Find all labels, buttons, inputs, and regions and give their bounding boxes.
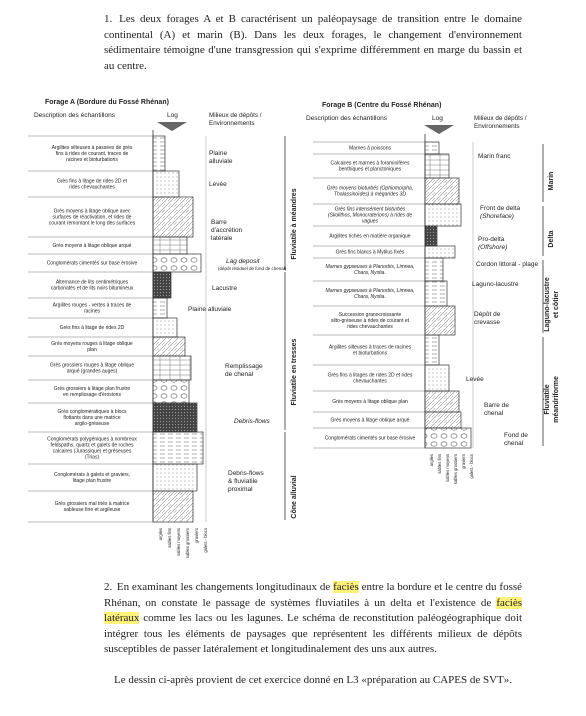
borehole-a-sample-description-line: plan: [87, 347, 97, 353]
env-levee: [209, 181, 227, 188]
paragraph-2-number: 2.: [104, 581, 113, 593]
paragraph-2: [104, 580, 522, 658]
borehole-b-sample-description-line: vagues: [361, 218, 379, 225]
borehole-a-sample-description-line: litage plan frustre: [72, 478, 112, 484]
grain-size-label: sables grossiers: [185, 528, 190, 559]
paragraph-1-text: Les deux forages A et B caractérisent un paléopaysage de transition entre le domaine continental (A) et marin (B). Dans les deux forages, le changement d'environnement sédimentaire témoigne d'une transgression qui s'exprime différemment en marge du bassin et au centre.: [104, 13, 522, 72]
grain-size-label: sables fins: [437, 454, 442, 474]
borehole-a-sample-description: [53, 243, 132, 249]
borehole-b-sample-description: [326, 288, 415, 300]
env-cordon-littoral-line: Cordon littoral - plage: [476, 261, 539, 268]
env-debris-flows: [234, 418, 271, 425]
borehole-b-sample-description-line: Marnes à poissons: [349, 145, 391, 152]
borehole-b-sample-description: [331, 417, 410, 423]
borehole-b-sample-description-line: (Skolithos, Monocraterions) à rides de: [327, 212, 413, 219]
env-remplissage-chenal-line: Remplissage: [225, 363, 263, 370]
env-lacustre-line: Lacustre: [212, 285, 237, 292]
facies-label: méandriforme: [553, 376, 560, 423]
log-layer: [153, 254, 201, 272]
env-barre-chenal: [484, 402, 509, 417]
borehole-b-col-log: Log: [432, 115, 443, 122]
env-shoreface: [480, 213, 514, 220]
env-lag-deposit-sub: (dépôt résiduel de fond de chenal): [218, 266, 287, 271]
borehole-a-sample-description-line: Argilites silteuses à passées de grès: [51, 144, 133, 151]
env-plaine-alluviale: [209, 150, 233, 165]
borehole-b-sample-description-line: benthiques et planctoniques: [338, 166, 402, 173]
borehole-b-sample-description: [328, 206, 412, 224]
borehole-b-sample-description-line: Succession granocroissante: [338, 311, 402, 318]
borehole-a-sample-description: [51, 341, 133, 353]
log-layer: [425, 204, 461, 226]
borehole-b-sample-description-line: Marnes gypseuses à Planorbis, Limnea,: [325, 287, 415, 294]
borehole-a-sample-description-line: rides chevauchantes: [69, 184, 115, 191]
env-offshore: [478, 244, 507, 251]
borehole-b-sample-description-line: Grès moyens à litage oblique plan: [332, 398, 408, 405]
borehole-b-sample-description: [336, 249, 405, 255]
log-layer: [153, 237, 187, 254]
env-barre-accretion: [211, 219, 243, 242]
borehole-b-sample-description-line: Calcaires et marnes à foraminifères: [330, 160, 410, 167]
borehole-a-sample-description: [57, 178, 128, 190]
borehole-b-sample-description-line: Grès fins intensément bioturbés: [334, 206, 406, 213]
borehole-a-sample-description-line: fins à rides de courant, traces de: [55, 150, 129, 157]
borehole-b-sample-description-line: Chara, Nystia.: [354, 270, 386, 276]
borehole-a-col-environment-line: Milieux de dépôts /: [209, 112, 262, 119]
env-debris-flows-line: Debris-flows: [234, 418, 270, 425]
facies-label: Fluviatile en tresses: [291, 338, 298, 406]
env-pro-delta-line: Pro-delta: [478, 236, 505, 243]
log-layer: [425, 258, 443, 281]
borehole-b-sample-description: [329, 344, 412, 356]
borehole-a-sample-description-line: surfaces de réactivation, et rides de: [52, 214, 132, 221]
borehole-b-sample-description-line: Grès fins blancs à Mytilus fixés: [335, 249, 405, 256]
log-layer: [425, 178, 459, 204]
log-layer: [153, 197, 193, 237]
borehole-a-sample-description-line: Grès grossiers à litage plan frustre: [53, 385, 131, 392]
env-barre-accretion-line: d'accrétion: [211, 227, 243, 234]
log-layer: [425, 306, 455, 335]
borehole-a-sample-description-line: Grès grossiers mal triés à matrice: [54, 500, 130, 507]
borehole-a-sample-description-line: racines: [83, 308, 101, 315]
borehole-b-sample-description-line: Argilites riches en matière organique: [329, 233, 411, 240]
borehole-a-sample-description-line: feldspaths, quartz et galets de roches: [50, 442, 134, 449]
borehole-b-sample-description: [328, 372, 413, 384]
borehole-b-sample-description: [349, 145, 391, 151]
facies-label: Laguno-lacustre: [544, 277, 551, 332]
env-debris-flows-fluviatile-line: proximal: [228, 486, 253, 493]
facies-label: Cône alluvial: [291, 475, 298, 519]
borehole-b-col-environment-line: Milieux de dépôts /: [474, 115, 527, 122]
borehole-b-sample-description-line: Conglomérats cimentés sur base érosive: [324, 435, 416, 442]
paragraph-2-text-c: comme les lacs ou les lagunes. Le schéma de reconstitution paléogéographique doit intégrer tous les éléments de paysages que représentent les différents milieux de dépôts susceptibles de passer latéralement et longitudinalement des uns aux autres.: [104, 612, 522, 655]
env-plaine-alluviale-line: alluviale: [209, 158, 233, 165]
log-layer: [153, 171, 179, 197]
paragraph-3-text: Le dessin ci-après provient de cet exercice donné en L3 «préparation au CAPES de SVT».: [114, 674, 513, 686]
grain-size-label: sables grossiers: [453, 454, 458, 485]
borehole-b-sample-description-line: Marnes gypseuses à Planorbis, Limnea,: [325, 263, 415, 270]
borehole-a-col-environment-line: Environnements: [209, 119, 255, 127]
borehole-a-sample-description-line: calcaires (Jurassique) et gréseuses: [52, 448, 132, 455]
borehole-b-sample-description-line: Grès moyens à litage oblique arqué: [330, 417, 410, 424]
env-barre-chenal-line: chenal: [484, 410, 504, 417]
log-layer: [153, 432, 203, 464]
borehole-a-sample-description-line: Grès moyens à litage oblique avec: [53, 208, 131, 215]
env-lacustre: [212, 285, 237, 292]
log-layer: [153, 491, 193, 522]
log-layer: [425, 281, 447, 306]
borehole-a-sample-description: [50, 362, 134, 374]
borehole-a-sample-description: [53, 302, 132, 314]
log-layer: [425, 391, 459, 412]
log-layer: [425, 335, 439, 365]
env-depot-crevasse-line: Dépôt de: [474, 311, 501, 318]
env-levee-line: Levée: [209, 181, 227, 188]
env-plaine-alluviale-line: Plaine: [209, 150, 228, 157]
borehole-a-sample-description: [54, 386, 131, 398]
paragraph-3: [114, 673, 524, 689]
log-layer: [153, 356, 191, 380]
env-barre-accretion-line: latérale: [211, 235, 233, 242]
log-layer: [425, 428, 471, 448]
facies-label: Fluviatile: [544, 384, 551, 415]
log-layer: [425, 142, 439, 154]
log-layer: [425, 226, 437, 246]
borehole-a-sample-description-line: Grès conglomératiques à blocs: [57, 408, 127, 415]
borehole-a-sample-description: [52, 145, 133, 163]
borehole-b-sample-description-line: chevauchantes: [353, 378, 387, 385]
borehole-b-sample-description: [331, 160, 410, 172]
borehole-a-sample-description-line: Argilites rouges - vertes à traces de: [52, 302, 132, 309]
borehole-a-sample-description: [58, 409, 127, 427]
borehole-b-sample-description: [331, 312, 410, 330]
env-remplissage-chenal-line: de chenal: [225, 371, 254, 378]
borehole-a-sample-description-line: (Trias): [84, 454, 100, 461]
log-layer: [153, 403, 197, 432]
borehole-a-col-log: Log: [167, 112, 178, 119]
env-levee-line: Levée: [466, 376, 484, 383]
borehole-a-sample-description-line: Conglomérats polygéniques à nombreux: [47, 436, 137, 443]
log-layer: [425, 412, 461, 428]
borehole-a-sample-description-line: carbonatés et de lits noirs bitumineux: [50, 285, 134, 292]
env-barre-chenal-line: Barre de: [484, 402, 509, 409]
borehole-a-sample-description-line: arqué (grandes auges): [66, 368, 118, 375]
borehole-a-col-description: Description des échantillons: [34, 112, 115, 119]
env-depot-crevasse-line: crevasse: [474, 319, 501, 326]
log-layer: [425, 246, 455, 258]
borehole-b-sample-description-line: rides chevauchantes: [347, 324, 393, 331]
log-layer: [153, 272, 171, 298]
borehole-a-sample-description-line: sableuse fine et argileuse: [63, 507, 121, 513]
facies-label: Fluviatile à méandres: [291, 188, 298, 260]
borehole-b-sample-description-line: et bioturbations: [352, 350, 388, 357]
borehole-a-sample-description-line: Grès grossiers rouges à litage oblique: [49, 362, 135, 369]
env-barre-accretion-line: Barre: [211, 219, 227, 226]
borehole-b-sample-description-line: Thalassinoïdes) à mégarides 3D: [334, 191, 406, 198]
borehole-a-sample-description-line: Conglomérats cimentés sur base érosive: [46, 260, 138, 267]
borehole-a-sample-description-line: Grès fins à litage de rides 2D et: [56, 178, 128, 185]
log-layer: [153, 380, 189, 403]
grain-size-label: argiles: [158, 528, 163, 541]
borehole-b-sample-description: [325, 435, 416, 441]
env-fond-chenal: [504, 432, 528, 447]
borehole-a-sample-description-line: courant remontant le long des surfaces: [48, 220, 136, 227]
borehole-a-sample-description-line: Grès moyens à litage oblique arqué: [52, 242, 132, 249]
borehole-a-sample-description-line: racines et bioturbations: [66, 157, 118, 164]
log-layer: [153, 337, 185, 356]
facies-label: et côtier: [553, 290, 560, 319]
log-layer: [153, 298, 167, 318]
borehole-a-col-environment: [209, 112, 262, 127]
log-arrow-icon: [424, 125, 454, 134]
env-remplissage-chenal: [225, 363, 263, 378]
borehole-b-sample-description: [327, 185, 413, 197]
borehole-a: [28, 99, 298, 558]
grain-size-label: sables moyens: [445, 454, 450, 482]
log-layer: [425, 365, 449, 391]
borehole-a-sample-description: [47, 260, 138, 266]
env-cordon-littoral: [476, 261, 539, 268]
borehole-b-sample-description-line: silto-gréseuse à rides de courant et: [330, 317, 410, 324]
env-debris-flows-fluviatile-line: Debris-flows: [228, 470, 264, 477]
env-marin-franc-line: Marin franc: [478, 153, 511, 160]
borehole-b-sample-description-line: Chara, Nystia.: [354, 294, 386, 300]
env-debris-flows-fluviatile-line: & fluviatile: [228, 478, 258, 485]
highlight-facies: faciès: [333, 581, 359, 593]
env-front-delta: [480, 205, 520, 212]
env-plaine-alluviale-2-line: Plaine alluviale: [188, 306, 232, 313]
env-laguno-lacustre-line: Laguno-lacustre: [472, 281, 519, 288]
borehole-b-col-description: Description des échantillons: [306, 115, 387, 122]
borehole-a-sample-description: [47, 436, 137, 460]
env-plaine-alluviale-2: [188, 306, 232, 313]
env-lag-deposit: [226, 258, 261, 265]
borehole-a-sample-description-line: Conglomérats à galets et graviers,: [53, 471, 131, 478]
log-arrow-icon: [157, 122, 187, 131]
borehole-a-sample-description: [54, 472, 130, 484]
borehole-b-title: Forage B (Centre du Fossé Rhénan): [322, 102, 442, 109]
grain-size-label: graviers: [461, 454, 466, 469]
borehole-a-sample-description: [55, 501, 130, 513]
paragraph-2-text-a: En examinant les changements longitudinaux de: [116, 581, 334, 593]
borehole-a-title: Forage A (Bordure du Fossé Rhénan): [45, 99, 169, 106]
borehole-b-sample-description: [329, 233, 410, 239]
borehole-b-sample-description: [326, 264, 415, 276]
grain-size-label: graviers: [194, 528, 199, 543]
log-layer: [153, 318, 177, 337]
borehole-a-sample-description-line: Alternance de lits centimétriques: [55, 279, 129, 286]
borehole-a-sample-description-line: flottants dans une matrice: [63, 414, 121, 421]
borehole-a-sample-description-line: Grès moyens rouges à litage oblique: [51, 340, 133, 347]
env-debris-flows-fluviatile: [228, 470, 265, 493]
env-pro-delta: [478, 236, 505, 243]
env-front-delta-line: Front de delta: [480, 205, 521, 212]
grain-size-label: galets - blocs: [469, 454, 474, 479]
borehole-a-sample-description: [51, 279, 134, 291]
env-marin-franc: [478, 153, 511, 160]
borehole-b-sample-description-line: Argilites silteuses à traces de racines: [328, 344, 412, 351]
paragraph-1-number: 1.: [104, 13, 113, 25]
log-layer: [153, 136, 165, 171]
env-fond-chenal-line: Fond de: [504, 432, 528, 439]
borehole-b: [306, 102, 560, 484]
borehole-b-sample-description-line: Grès moyens bioturbés (Ophiomorpha,: [326, 185, 414, 192]
borehole-a-sample-description-line: Grès fins à litage de rides 2D: [59, 324, 125, 331]
highlight-facies-lateraux: faciès latéraux: [104, 596, 522, 624]
env-offshore-line: (Offshore): [478, 244, 508, 251]
grain-size-label: galets - blocs: [203, 528, 208, 553]
borehole-a-sample-description-line: en remplissage d'érosions: [63, 392, 121, 398]
env-fond-chenal-line: chenal: [504, 440, 524, 447]
borehole-a-sample-description-line: argilo-gréseuse: [74, 421, 110, 428]
borehole-b-sample-description-line: Grès fins à litages de rides 2D et rides: [327, 372, 413, 379]
grain-size-label: sables moyens: [176, 528, 181, 556]
borehole-b-col-environment-line: Environnements: [474, 122, 520, 130]
env-depot-crevasse: [474, 311, 501, 326]
facies-label: Delta: [548, 230, 555, 248]
borehole-a-sample-description: [60, 325, 125, 331]
grain-size-label: argiles: [429, 454, 434, 467]
grain-size-label: sables fins: [167, 528, 172, 548]
env-shoreface-line: (Shoreface): [480, 213, 514, 220]
paragraph-2-text-b: entre la bordure et le centre du fossé Rhénan, on constate le passage de systèmes fluviatiles à un delta et l'existence de: [104, 581, 523, 609]
env-lag-deposit-line: Lag deposit: [226, 258, 260, 265]
env-levee: [466, 376, 484, 383]
log-layer: [425, 154, 449, 178]
facies-label: Marin: [548, 171, 555, 191]
borehole-b-col-environment: [474, 115, 527, 130]
log-layer: [153, 464, 197, 491]
borehole-b-sample-description: [332, 399, 408, 405]
borehole-a-sample-description: [49, 208, 136, 226]
env-laguno-lacustre: [472, 281, 519, 288]
